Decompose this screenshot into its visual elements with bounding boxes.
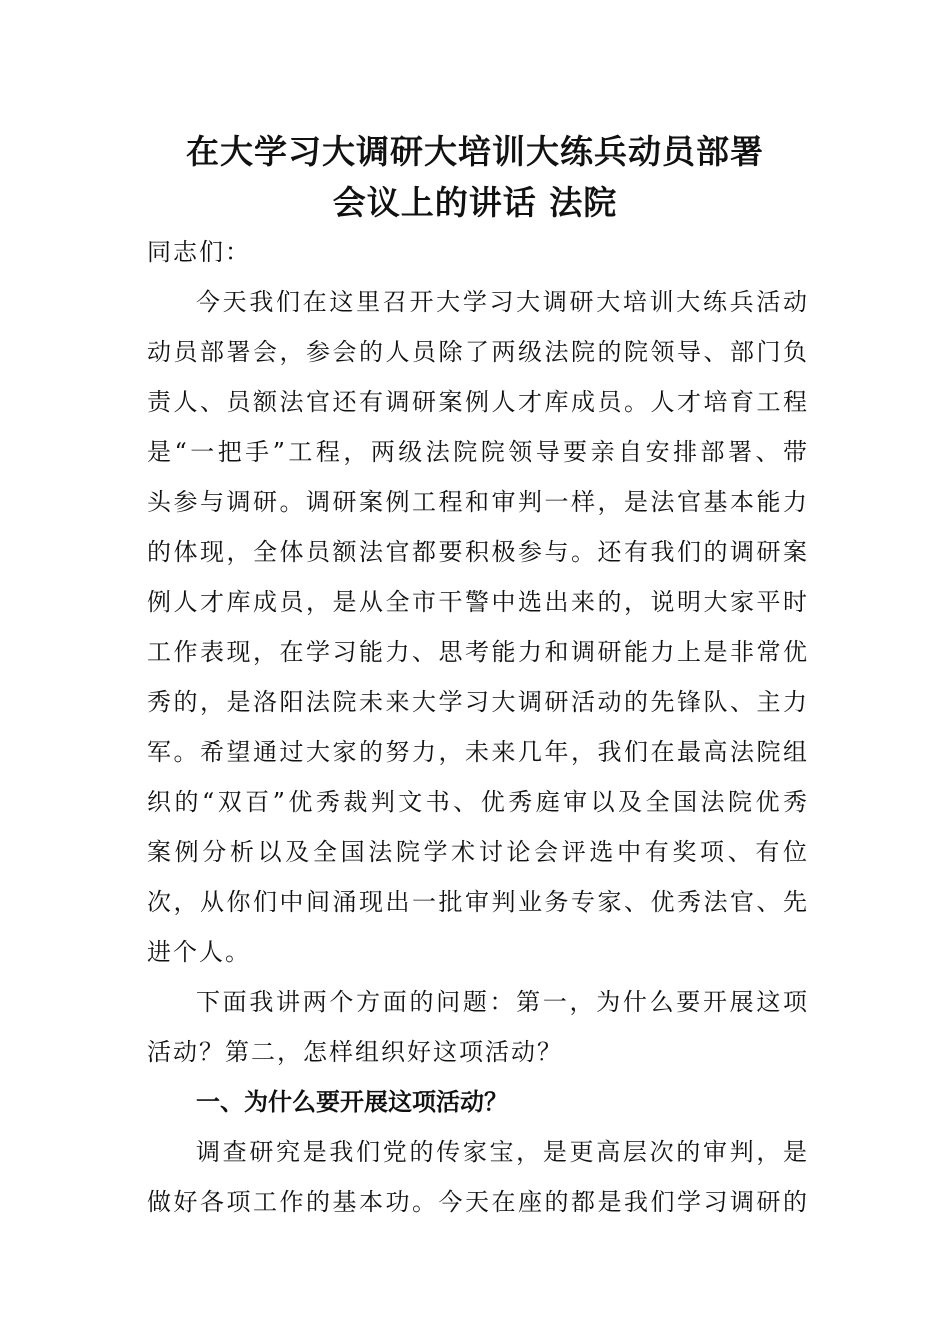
paragraph-1-line-12: 案例分析以及全国法院学术讨论会评选中有奖项、有位 xyxy=(147,838,807,866)
paragraph-1-line-2: 动员部署会，参会的人员除了两级法院的院领导、部门负 xyxy=(147,338,807,366)
paragraph-1-line-3: 责人、员额法官还有调研案例人才库成员。人才培育工程 xyxy=(147,388,807,416)
paragraph-1-line-7: 例人才库成员，是从全市干警中选出来的，说明大家平时 xyxy=(147,588,807,616)
paragraph-1-line-4: 是“一把手”工程，两级法院院领导要亲自安排部署、带 xyxy=(147,438,807,466)
section-1-heading: 一、为什么要开展这项活动？ xyxy=(196,1088,508,1116)
document-title-line-2: 会议上的讲话 法院 xyxy=(332,183,618,222)
paragraph-3-line-2: 做好各项工作的基本功。今天在座的都是我们学习调研的 xyxy=(147,1188,807,1216)
paragraph-1-line-11: 织的“双百”优秀裁判文书、优秀庭审以及全国法院优秀 xyxy=(147,788,807,816)
paragraph-2-line-1: 下面我讲两个方面的问题：第一，为什么要开展这项 xyxy=(196,988,807,1016)
document-title-line-1: 在大学习大调研大培训大练兵动员部署 xyxy=(186,132,764,171)
paragraph-1-line-10: 军。希望通过大家的努力，未来几年，我们在最高法院组 xyxy=(147,738,807,766)
paragraph-1-line-1: 今天我们在这里召开大学习大调研大培训大练兵活动 xyxy=(196,288,807,316)
paragraph-1-line-14: 进个人。 xyxy=(147,938,251,966)
paragraph-3-line-1: 调查研究是我们党的传家宝，是更高层次的审判，是 xyxy=(196,1138,807,1166)
paragraph-1-line-6: 的体现，全体员额法官都要积极参与。还有我们的调研案 xyxy=(147,538,807,566)
paragraph-1-line-5: 头参与调研。调研案例工程和审判一样，是法官基本能力 xyxy=(147,488,807,516)
paragraph-1-line-9: 秀的，是洛阳法院未来大学习大调研活动的先锋队、主力 xyxy=(147,688,807,716)
paragraph-1-line-8: 工作表现，在学习能力、思考能力和调研能力上是非常优 xyxy=(147,638,807,666)
salutation: 同志们： xyxy=(147,238,251,266)
paragraph-1-line-13: 次，从你们中间涌现出一批审判业务专家、优秀法官、先 xyxy=(147,888,807,916)
paragraph-2-line-2: 活动？第二，怎样组织好这项活动？ xyxy=(147,1038,563,1066)
